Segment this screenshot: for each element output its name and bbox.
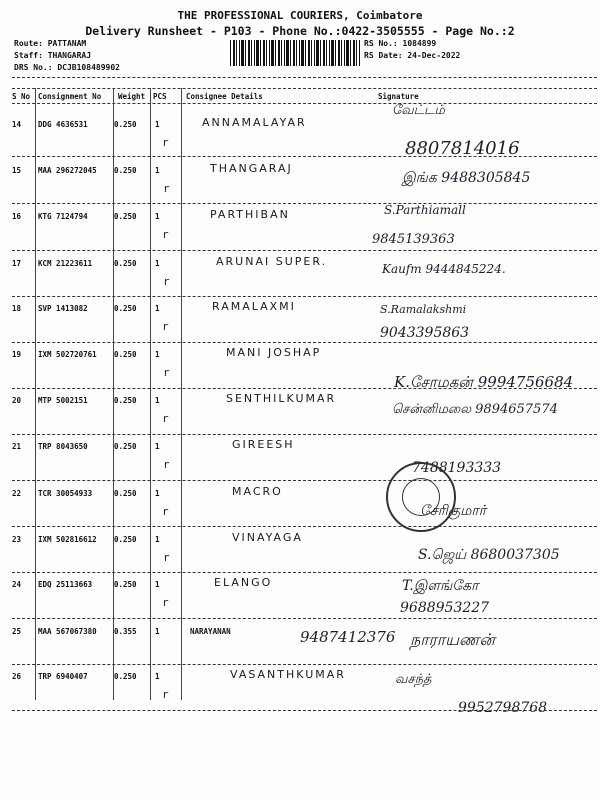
pieces-count: 1 bbox=[155, 535, 160, 544]
check-mark: r bbox=[162, 136, 169, 149]
weight-value: 0.250 bbox=[114, 350, 137, 359]
check-mark: r bbox=[163, 458, 170, 471]
company-title: THE PROFESSIONAL COURIERS, Coimbatore bbox=[177, 9, 423, 22]
pieces-count: 1 bbox=[155, 120, 160, 129]
column-rule bbox=[35, 88, 36, 700]
pieces-count: 1 bbox=[155, 304, 160, 313]
consignment-number: TRP 8043650 bbox=[38, 442, 88, 451]
consignee-name: MANI JOSHAP bbox=[226, 346, 322, 359]
check-mark: r bbox=[162, 228, 169, 241]
consignment-number: TCR 30054933 bbox=[38, 489, 93, 498]
consignee-name: ANNAMALAYAR bbox=[202, 116, 307, 129]
barcode-image bbox=[230, 40, 360, 66]
pieces-count: 1 bbox=[155, 212, 160, 221]
serial-number: 25 bbox=[12, 627, 22, 636]
recipient-signature: சென்னிமலை 9894657574 bbox=[392, 402, 558, 417]
header-divider bbox=[12, 77, 597, 78]
row-divider bbox=[12, 572, 597, 573]
consignment-number: MTP 5002151 bbox=[38, 396, 88, 405]
recipient-signature: சேரிகுமார் bbox=[420, 503, 487, 519]
recipient-signature: 9952798768 bbox=[458, 700, 548, 716]
recipient-signature: Kaufm 9444845224. bbox=[382, 262, 506, 276]
pieces-count: 1 bbox=[155, 627, 160, 636]
consignee-name: GIREESH bbox=[232, 438, 295, 451]
weight-value: 0.250 bbox=[114, 259, 137, 268]
consignee-name: NARAYANAN bbox=[190, 627, 231, 636]
serial-number: 14 bbox=[12, 120, 22, 129]
consignee-name: VASANTHKUMAR bbox=[230, 668, 346, 681]
row-divider bbox=[12, 664, 597, 665]
courier-stamp bbox=[386, 462, 456, 532]
recipient-signature: T.இளங்கோ bbox=[402, 578, 479, 594]
check-mark: r bbox=[163, 366, 170, 379]
weight-value: 0.250 bbox=[114, 212, 137, 221]
weight-value: 0.250 bbox=[114, 489, 137, 498]
column-rule bbox=[150, 88, 151, 700]
header-divider bbox=[12, 103, 597, 104]
weight-value: 0.250 bbox=[114, 672, 137, 681]
weight-value: 0.250 bbox=[114, 442, 137, 451]
consignment-number: KTG 7124794 bbox=[38, 212, 88, 221]
pieces-count: 1 bbox=[155, 259, 160, 268]
check-mark: r bbox=[163, 551, 170, 564]
column-rule bbox=[181, 88, 182, 700]
recipient-signature: K.சோமகன் 9994756684 bbox=[394, 373, 574, 391]
consignee-name: ARUNAI SUPER. bbox=[216, 255, 328, 268]
serial-number: 23 bbox=[12, 535, 22, 544]
row-divider bbox=[12, 434, 597, 435]
check-mark: r bbox=[162, 688, 169, 701]
row-divider bbox=[12, 250, 597, 251]
recipient-signature: 9688953227 bbox=[400, 600, 490, 616]
consignment-number: SVP 1413082 bbox=[38, 304, 88, 313]
consignee-name: ELANGO bbox=[214, 576, 273, 589]
consignment-number: KCM 21223611 bbox=[38, 259, 93, 268]
col-header-details: Consignee Details bbox=[186, 92, 263, 101]
weight-value: 0.355 bbox=[114, 627, 137, 636]
staff-label: Staff: THANGARAJ bbox=[14, 51, 92, 60]
serial-number: 18 bbox=[12, 304, 22, 313]
header-divider bbox=[12, 88, 597, 89]
check-mark: r bbox=[163, 275, 170, 288]
consignment-number: DDG 4636531 bbox=[38, 120, 88, 129]
consignee-name: THANGARAJ bbox=[210, 162, 293, 175]
row-divider bbox=[12, 710, 597, 711]
row-divider bbox=[12, 156, 597, 157]
serial-number: 22 bbox=[12, 489, 22, 498]
row-divider bbox=[12, 296, 597, 297]
col-header-pcs: PCS bbox=[153, 92, 167, 101]
pieces-count: 1 bbox=[155, 350, 160, 359]
weight-value: 0.250 bbox=[114, 580, 137, 589]
pieces-count: 1 bbox=[155, 672, 160, 681]
consignment-number: IXM 502720761 bbox=[38, 350, 97, 359]
row-divider bbox=[12, 342, 597, 343]
weight-value: 0.250 bbox=[114, 535, 137, 544]
recipient-signature: வசந்த் bbox=[395, 672, 432, 687]
consignee-name: MACRO bbox=[232, 485, 283, 498]
consignment-number: EDQ 25113663 bbox=[38, 580, 93, 589]
pieces-count: 1 bbox=[155, 166, 160, 175]
col-header-consignment: Consignment No bbox=[38, 92, 102, 101]
recipient-signature: S.ஜெய் 8680037305 bbox=[418, 547, 560, 563]
pieces-count: 1 bbox=[155, 396, 160, 405]
consignment-number: IXM 502816612 bbox=[38, 535, 97, 544]
pieces-count: 1 bbox=[155, 580, 160, 589]
check-mark: r bbox=[162, 505, 169, 518]
recipient-signature: S.Parthiamall bbox=[384, 203, 466, 217]
serial-number: 20 bbox=[12, 396, 22, 405]
recipient-signature: 9487412376 bbox=[300, 628, 396, 646]
check-mark: r bbox=[162, 596, 169, 609]
serial-number: 26 bbox=[12, 672, 22, 681]
pieces-count: 1 bbox=[155, 442, 160, 451]
recipient-signature: 8807814016 bbox=[405, 138, 520, 159]
weight-value: 0.250 bbox=[114, 120, 137, 129]
runsheet-subtitle: Delivery Runsheet - P103 - Phone No.:0422-3505555 - Page No.:2 bbox=[85, 24, 515, 38]
col-header-signature: Signature bbox=[378, 92, 419, 101]
check-mark: r bbox=[162, 320, 169, 333]
recipient-signature: 7488193333 bbox=[412, 460, 502, 476]
weight-value: 0.250 bbox=[114, 166, 137, 175]
row-divider bbox=[12, 203, 597, 204]
serial-number: 17 bbox=[12, 259, 22, 268]
check-mark: r bbox=[163, 182, 170, 195]
column-rule bbox=[113, 88, 114, 700]
consignment-number: MAA 296272045 bbox=[38, 166, 97, 175]
consignee-name: RAMALAXMI bbox=[212, 300, 296, 313]
check-mark: r bbox=[162, 412, 169, 425]
col-header-sno: S No bbox=[12, 92, 31, 101]
recipient-signature: இங்க 9488305845 bbox=[402, 170, 531, 186]
weight-value: 0.250 bbox=[114, 396, 137, 405]
consignee-name: VINAYAGA bbox=[232, 531, 303, 544]
row-divider bbox=[12, 480, 597, 481]
consignment-number: MAA 567067380 bbox=[38, 627, 97, 636]
row-divider bbox=[12, 618, 597, 619]
drs-number: DRS No.: DCJB108489902 bbox=[14, 63, 120, 72]
serial-number: 24 bbox=[12, 580, 22, 589]
serial-number: 19 bbox=[12, 350, 22, 359]
consignee-name: PARTHIBAN bbox=[210, 208, 290, 221]
serial-number: 15 bbox=[12, 166, 22, 175]
recipient-signature: 9845139363 bbox=[372, 232, 455, 247]
consignment-number: TRP 6940407 bbox=[38, 672, 88, 681]
consignee-name: SENTHILKUMAR bbox=[226, 392, 337, 405]
recipient-signature: 9043395863 bbox=[380, 325, 470, 341]
recipient-signature: S.Ramalakshmi bbox=[380, 303, 467, 316]
recipient-signature: வேட்டம் bbox=[392, 103, 445, 118]
recipient-signature: நாராயணன் bbox=[410, 630, 495, 649]
serial-number: 21 bbox=[12, 442, 22, 451]
serial-number: 16 bbox=[12, 212, 22, 221]
rs-number: RS No.: 1084899 bbox=[364, 39, 437, 48]
row-divider bbox=[12, 526, 597, 527]
rs-date: RS Date: 24-Dec-2022 bbox=[364, 51, 461, 60]
col-header-weight: Weight bbox=[118, 92, 146, 101]
weight-value: 0.250 bbox=[114, 304, 137, 313]
route-label: Route: PATTANAM bbox=[14, 39, 87, 48]
pieces-count: 1 bbox=[155, 489, 160, 498]
